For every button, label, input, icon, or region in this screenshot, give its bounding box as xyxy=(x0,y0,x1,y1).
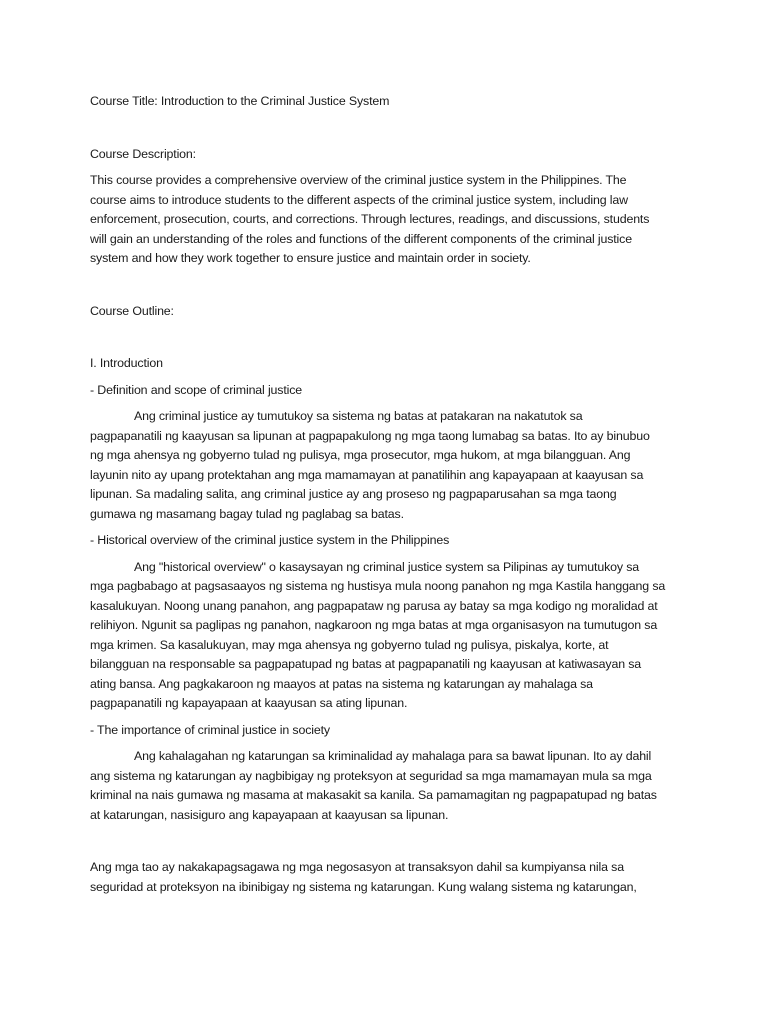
importance-paragraph xyxy=(90,747,690,825)
paragraph-line: course aims to introduce students to the different aspects of the criminal justice system, including law xyxy=(90,192,628,207)
course-description-paragraph xyxy=(90,171,690,269)
definition-paragraph xyxy=(90,407,690,524)
outline-item-historical-overview: - Historical overview of the criminal justice system in the Philippines xyxy=(90,533,450,547)
paragraph-line: seguridad at proteksyon na ibinibigay ng sistema ng katarungan. Kung walang sistema ng katarungan, xyxy=(90,879,637,894)
paragraph-line: mga pagbabago at pagsasaayos ng sistema ng hustisya mula noong panahon ng mga Kastila hanggang sa xyxy=(90,579,666,593)
paragraph-line: ng mga ahensya ng gobyerno tulad ng pulisya, mga prosecutor, mga hukom, at mga bilangguan. Ang xyxy=(90,448,631,462)
paragraph-line: will gain an understanding of the roles and functions of the different components of the criminal justice xyxy=(90,231,632,246)
historical-overview-paragraph xyxy=(90,558,690,714)
paragraph-line: ating bansa. Ang pagkakaroon ng maayos at patas na sistema ng katarungan ay mahalaga sa xyxy=(90,676,593,691)
paragraph-line: at katarungan, nasisiguro ang kapayapaan at kaayusan sa lipunan. xyxy=(90,807,449,822)
paragraph-line: relihiyon. Ngunit sa paglipas ng panahon, nagkaroon ng mga batas at mga organisasyon na tumutugon sa xyxy=(90,618,658,632)
section-heading-introduction: I. Introduction xyxy=(90,356,163,370)
paragraph-line: Ang kahalagahan ng katarungan sa kriminalidad ay mahalaga para sa bawat lipunan. Ito ay dahil xyxy=(134,749,652,763)
paragraph-line: mga krimen. Sa kasalukuyan, may mga ahensya ng gobyerno tulad ng pulisya, piskalya, korte, at xyxy=(90,637,609,652)
course-title: Course Title: Introduction to the Criminal Justice System xyxy=(90,94,390,108)
outline-item-importance: - The importance of criminal justice in society xyxy=(90,722,330,737)
course-outline-heading: Course Outline: xyxy=(90,303,174,318)
paragraph-line: Ang criminal justice ay tumutukoy sa sistema ng batas at patakaran na nakatutok sa xyxy=(134,409,583,423)
paragraph-line: enforcement, prosecution, courts, and corrections. Through lectures, readings, and discussions, students xyxy=(90,212,650,226)
paragraph-line: system and how they work together to ensure justice and maintain order in society. xyxy=(90,251,531,265)
paragraph-line: pagpapanatili ng kaayusan sa lipunan at pagpapakulong ng mga taong lumabag sa batas. Ito ay binubuo xyxy=(90,428,650,443)
paragraph-line: pagpapanatili ng kapayapaan at kaayusan sa ating lipunan. xyxy=(90,696,408,710)
paragraph-line: Ang "historical overview" o kasaysayan ng criminal justice system sa Pilipinas ay tumutukoy sa xyxy=(134,559,639,574)
paragraph-line: layunin nito ay upang protektahan ang mga mamamayan at panatilihin ang kapayapaan at kaayusan sa xyxy=(90,467,644,482)
paragraph-line: kasalukuyan. Noong unang panahon, ang pagpapataw ng parusa ay batay sa mga kodigo ng moralidad at xyxy=(90,598,658,613)
outline-item-definition: - Definition and scope of criminal justice xyxy=(90,382,303,397)
paragraph-line: Ang mga tao ay nakakapagsagawa ng mga negosasyon at transaksyon dahil sa kumpiyansa nila sa xyxy=(90,860,624,874)
paragraph-line: kriminal na nais gumawa ng masama at makasakit sa kanila. Sa pamamagitan ng pagpapatupad ng batas xyxy=(90,788,657,802)
paragraph-line: lipunan. Sa madaling salita, ang criminal justice ay ang proseso ng pagpaparusahan sa mga taong xyxy=(90,487,617,501)
paragraph-line: This course provides a comprehensive overview of the criminal justice system in the Philippines. The xyxy=(90,173,627,187)
document-page xyxy=(90,92,690,897)
paragraph-line: gumawa ng masamang bagay tulad ng paglabag sa batas. xyxy=(90,506,404,521)
course-description-heading: Course Description: xyxy=(90,146,196,161)
paragraph-line: bilangguan na responsable sa pagpapatupad ng batas at pagpapanatili ng kaayusan at katiwasayan sa xyxy=(90,657,642,671)
paragraph-line: ang sistema ng katarungan ay nagbibigay ng proteksyon at seguridad sa mga mamamayan mula sa mga xyxy=(90,768,652,783)
closing-paragraph xyxy=(90,858,690,897)
